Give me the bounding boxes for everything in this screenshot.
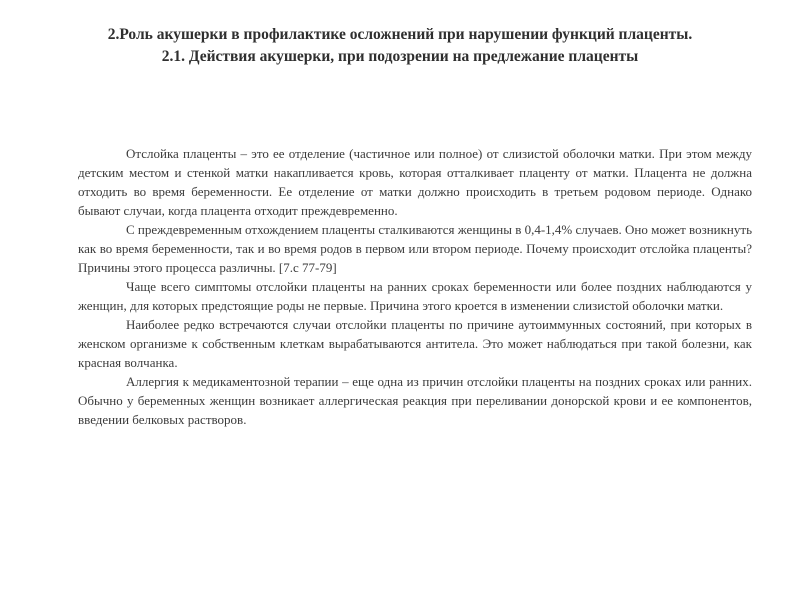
paragraph-4: Наиболее редко встречаются случаи отслойки плаценты по причине аутоиммунных состояний, при которых в женском организме к собственным клеткам вырабатываются антитела. Это может наблюдаться при такой болезни, как красная волчанка.	[78, 317, 752, 370]
paragraph-1: Отслойка плаценты – это ее отделение (частичное или полное) от слизистой оболочки матки. При этом между детским местом и стенкой матки накапливается кровь, которая отталкивает плаценту от матки. Плацента не должна отходить во время беременности. Ее отделение от матки должно происходить в третьем родовом периоде. Однако бывают случаи, когда плацента отходит преждевременно.	[78, 146, 752, 218]
paragraph-5: Аллергия к медикаментозной терапии – еще одна из причин отслойки плаценты на поздних сроках или ранних. Обычно у беременных женщин возникает аллергическая реакция при переливании донорской крови и ее компонентов, введении белковых растворов.	[78, 374, 752, 427]
title-line-2: 2.1. Действия акушерки, при подозрении на предлежание плаценты	[161, 48, 639, 65]
title-line-1: 2.Роль акушерки в профилактике осложнений при нарушении функций плаценты.	[107, 26, 693, 43]
paragraph-2: С преждевременным отхождением плаценты сталкиваются женщины в 0,4-1,4% случаев. Оно может возникнуть как во время беременности, так и во время родов в первом или втором периоде. Почему происходит отслойка плаценты? Причины этого процесса различны. [7.с 77-79]	[78, 222, 752, 275]
page-title	[40, 24, 760, 68]
paragraph-3: Чаще всего симптомы отслойки плаценты на ранних сроках беременности или более поздних наблюдаются у женщин, для которых предстоящие роды не первые. Причина этого кроется в изменении слизистой оболочки матки.	[78, 279, 752, 313]
body-text	[78, 144, 752, 429]
